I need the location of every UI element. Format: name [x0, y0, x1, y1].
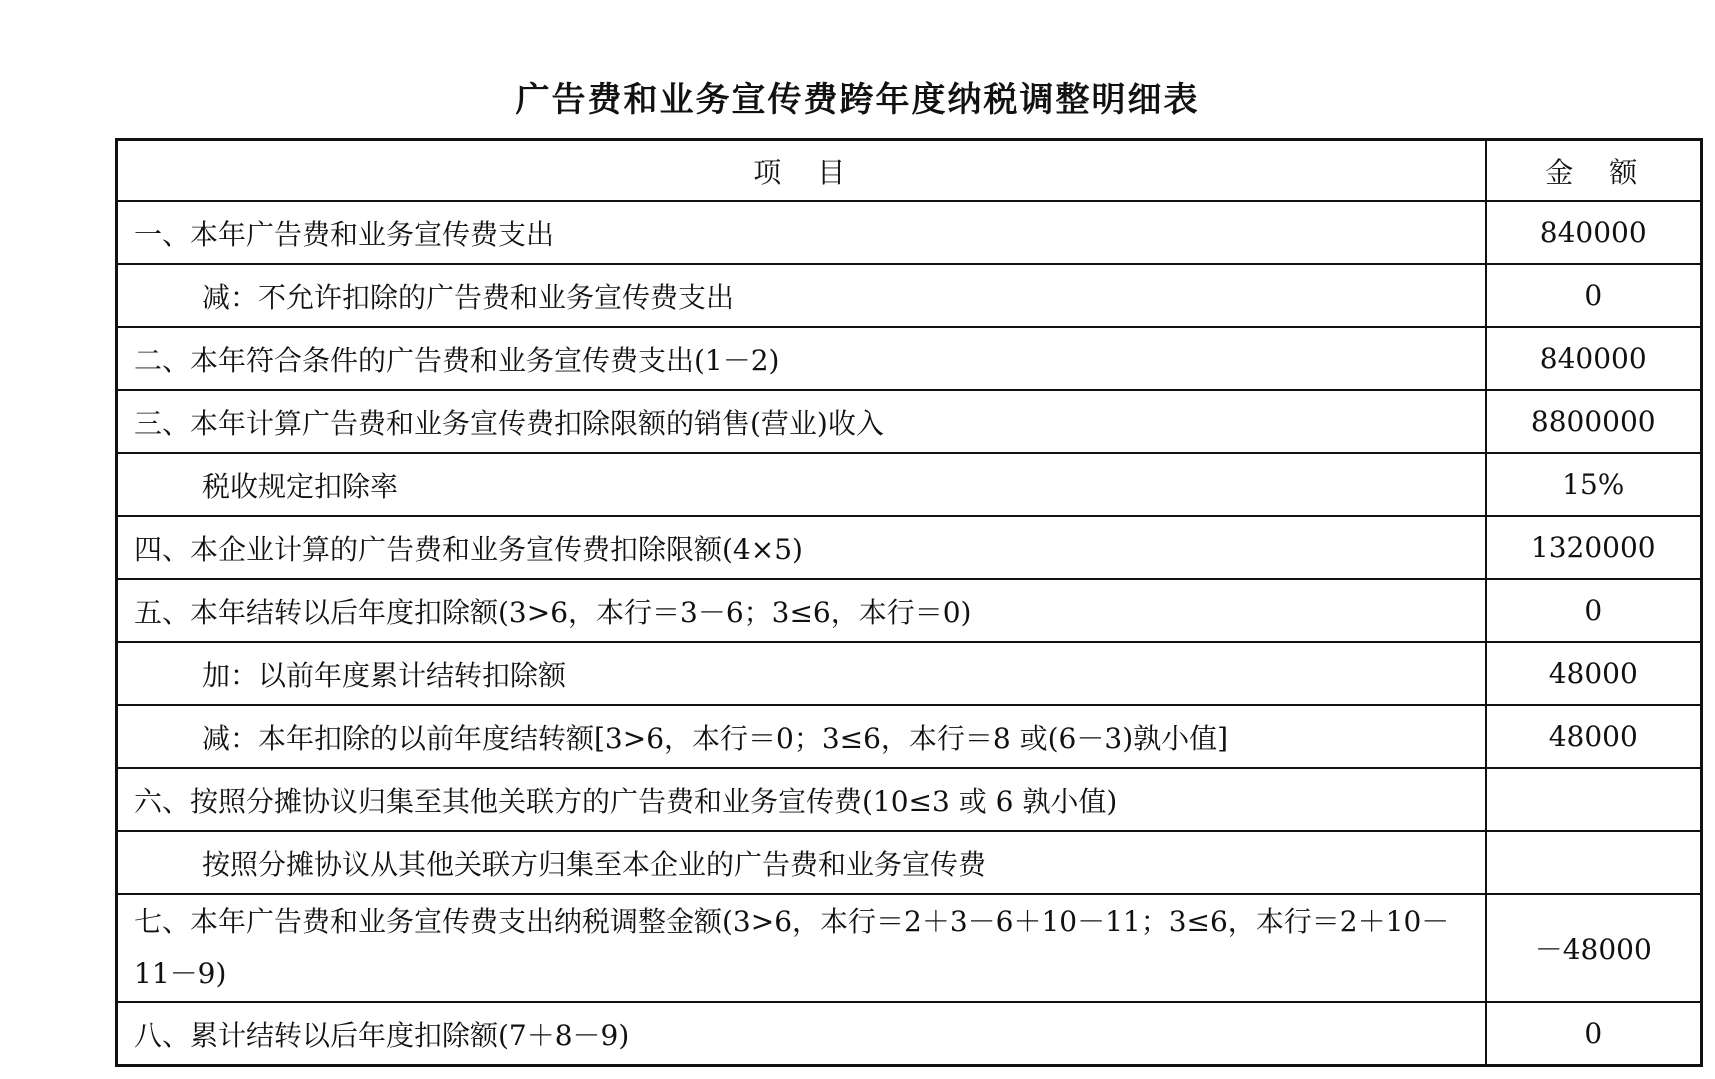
table-row	[117, 516, 1702, 579]
row-item: 四、本企业计算的广告费和业务宣传费扣除限额(4×5)	[117, 516, 1486, 579]
table-row	[117, 453, 1702, 516]
row-amount: 840000	[1486, 201, 1702, 264]
row-amount: 0	[1486, 264, 1702, 327]
table-row	[117, 1002, 1702, 1066]
row-item: 税收规定扣除率	[117, 453, 1486, 516]
page-title: 广告费和业务宣传费跨年度纳税调整明细表	[515, 80, 1200, 120]
row-amount: 1320000	[1486, 516, 1702, 579]
row-item: 六、按照分摊协议归集至其他关联方的广告费和业务宣传费(10≤3 或 6 孰小值)	[117, 768, 1486, 831]
row-item: 三、本年计算广告费和业务宣传费扣除限额的销售(营业)收入	[117, 390, 1486, 453]
table-row	[117, 327, 1702, 390]
row-item: 七、本年广告费和业务宣传费支出纳税调整金额(3>6，本行＝2＋3－6＋10－11；3≤6，本行＝2＋10－11－9)	[117, 894, 1486, 1002]
table-row	[117, 264, 1702, 327]
table-row	[117, 768, 1702, 831]
row-item: 一、本年广告费和业务宣传费支出	[117, 201, 1486, 264]
row-amount: 0	[1486, 579, 1702, 642]
row-item: 减：不允许扣除的广告费和业务宣传费支出	[117, 264, 1486, 327]
header-item: 项 目	[117, 140, 1486, 202]
row-amount	[1486, 768, 1702, 831]
row-amount	[1486, 831, 1702, 894]
row-item: 加：以前年度累计结转扣除额	[117, 642, 1486, 705]
row-item: 按照分摊协议从其他关联方归集至本企业的广告费和业务宣传费	[117, 831, 1486, 894]
row-amount: 0	[1486, 1002, 1702, 1066]
table-row	[117, 201, 1702, 264]
row-item: 五、本年结转以后年度扣除额(3>6，本行＝3－6；3≤6，本行＝0)	[117, 579, 1486, 642]
table-header-row	[117, 140, 1702, 202]
header-amount: 金 额	[1486, 140, 1702, 202]
table-row	[117, 705, 1702, 768]
row-amount: 48000	[1486, 642, 1702, 705]
row-amount: 15%	[1486, 453, 1702, 516]
table-row	[117, 894, 1702, 1002]
table-row	[117, 642, 1702, 705]
tax-adjustment-table	[115, 138, 1703, 1067]
row-amount: 48000	[1486, 705, 1702, 768]
row-item: 八、累计结转以后年度扣除额(7＋8－9)	[117, 1002, 1486, 1066]
row-amount: 840000	[1486, 327, 1702, 390]
row-item: 减：本年扣除的以前年度结转额[3>6，本行＝0；3≤6，本行＝8 或(6－3)孰小值]	[117, 705, 1486, 768]
row-amount: 8800000	[1486, 390, 1702, 453]
row-amount: －48000	[1486, 894, 1702, 1002]
table-row	[117, 831, 1702, 894]
table-row	[117, 579, 1702, 642]
table-row	[117, 390, 1702, 453]
row-item: 二、本年符合条件的广告费和业务宣传费支出(1－2)	[117, 327, 1486, 390]
